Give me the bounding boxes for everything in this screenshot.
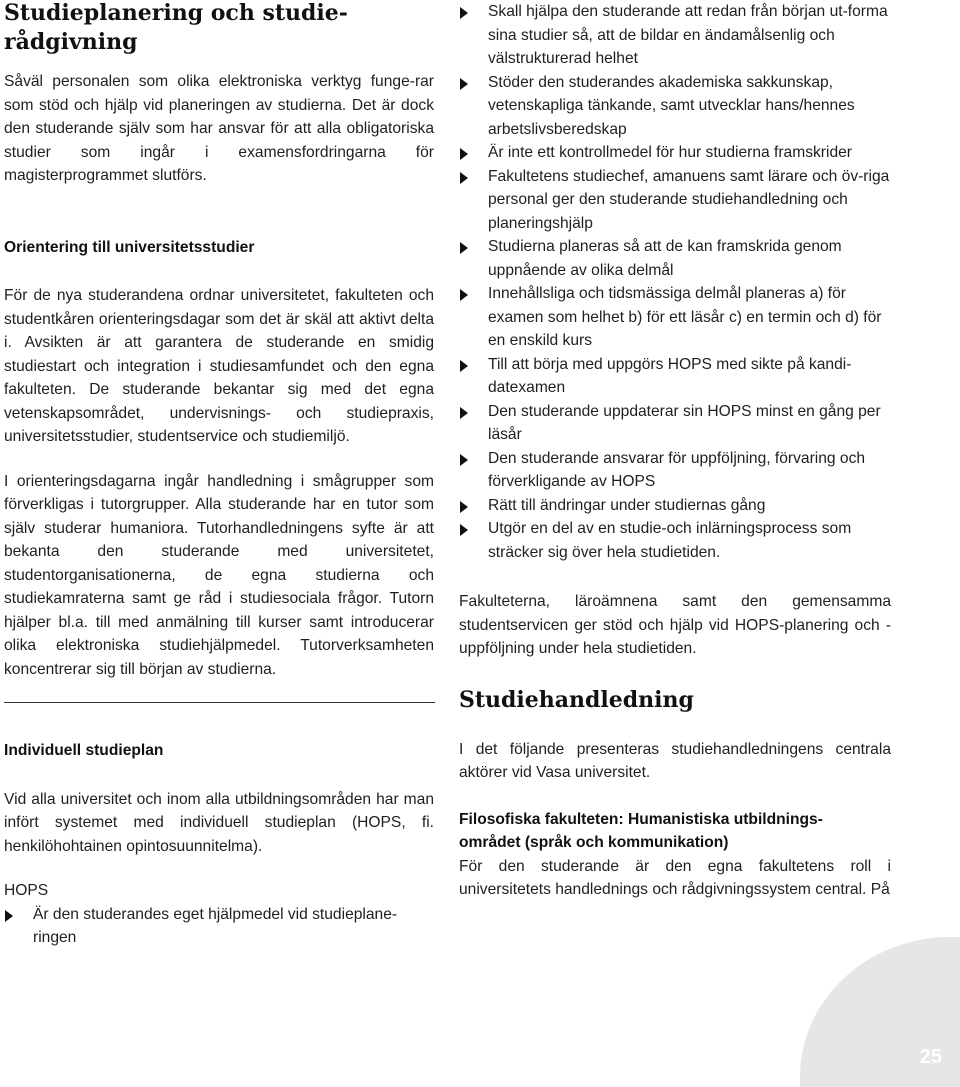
study-plan-paragraph: Vid alla universitet och inom alla utbildningsområden har man infört systemet med individuell studieplan (HOPS, fi. henkilöhohtainen opintosuunnitelma). (4, 790, 434, 855)
bullet-text: Stöder den studerandes akademiska sakkunskap, vetenskapliga tänkande, samt utvecklar hans/hennes arbetslivsberedskap (488, 73, 855, 138)
bullet-triangle-icon (460, 172, 468, 184)
section-title (4, 0, 434, 57)
bullet-triangle-icon (460, 524, 468, 536)
right-column (459, 0, 891, 902)
orientation-paragraph-2: I orienteringsdagarna ingår handledning i smågrupper som förverkligas i tutorgrupper. Alla studerande har en tutor som själv studerar humaniora. Tutorhandledningens syfte är att bekanta den studerande med universitetet, studentorganisationerna, de egna studierna och studiekamraterna samt ge råd i studiesociala frågor. Tutorn hjälper bl.a. till med anmälning till kurser samt introducerar olika elektroniska studiehjälpmedel. Tutorverksamheten koncentrerar sig till början av studierna. (4, 472, 434, 678)
bullet-item (459, 141, 891, 165)
bullet-text: Skall hjälpa den studerande att redan från början ut-forma sina studier så, att de bildar en ändamålsenlig och välstrukturerad helhet (488, 3, 888, 67)
bullet-triangle-icon (5, 910, 13, 922)
hops-label: HOPS (4, 882, 49, 899)
bullet-item (459, 353, 891, 400)
bullet-triangle-icon (460, 78, 468, 90)
bullet-text: Fakultetens studiechef, amanuens samt lärare och öv-riga personal ger den studerande studiehandledning och planeringshjälp (488, 167, 890, 232)
faculties-paragraph: Fakulteterna, läroämnena samt den gemensamma studentservicen ger stöd och hjälp vid HOPS-planering och -uppföljning under hela studietiden. (459, 593, 891, 657)
bullet-text: Till att börja med uppgörs HOPS med sikte på kandi-datexamen (488, 355, 852, 396)
bullet-item (459, 400, 891, 447)
bullet-text: Är inte ett kontrollmedel för hur studierna framskrider (488, 144, 853, 161)
bullet-item (459, 0, 891, 71)
bullet-text: Innehållsliga och tidsmässiga delmål planeras a) för examen som helhet b) för ett läsår c) en termin och d) för en enskild kurs (488, 285, 882, 349)
bullet-item (459, 517, 891, 564)
bullet-item (459, 494, 891, 518)
bullet-text: Studierna planeras så att de kan framskrida genom uppnående av olika delmål (488, 238, 842, 279)
bullet-item (459, 282, 891, 353)
bullet-triangle-icon (460, 289, 468, 301)
orientation-paragraph-1: För de nya studerandena ordnar universitetet, fakulteten och studentkåren orienteringsdagar som det är skäl att aktivt delta i. Avsikten är att garantera de studerande en smidig studiestart och integration i studiesamfundet och den egna fakulteten. De studerande bekantar sig med det egna vetenskapsområdet, undervisnings- och studiepraxis, universitetsstudier, studentservice och studiemiljö. (4, 287, 434, 445)
bullet-text: Är den studerandes eget hjälpmedel vid studieplane-ringen (33, 905, 398, 946)
title-line-2: rådgivning (4, 29, 138, 55)
filosofiska-paragraph: För den studerande är den egna fakultetens roll i universitetets handlednings och rådgivningssystem central. På (459, 857, 891, 898)
study-plan-heading: Individuell studieplan (4, 742, 164, 759)
bullet-item (459, 447, 891, 494)
left-column (4, 0, 434, 950)
bullet-triangle-icon (460, 360, 468, 372)
bullet-text: Rätt till ändringar under studiernas gång (488, 496, 766, 514)
filosofiska-heading (459, 808, 891, 855)
title-line-1: Studieplanering och studie- (4, 0, 348, 26)
intro-paragraph: Såväl personalen som olika elektroniska verktyg funge-rar som stöd och hjälp vid planeringen av studierna. Det är dock den studerande själv som har ansvar för att alla obligatoriska studier som ingår i examensfordringarna för magisterprogrammet slutförs. (4, 73, 434, 184)
bullet-triangle-icon (460, 148, 468, 160)
bullet-text: Den studerande uppdaterar sin HOPS minst en gång per läsår (488, 402, 881, 443)
handledning-paragraph: I det följande presenteras studiehandledningens centrala aktörer vid Vasa universitet. (459, 740, 891, 781)
section-divider (4, 702, 435, 703)
bullet-text: Utgör en del av en studie-och inlärningsprocess som sträcker sig över hela studietiden. (488, 520, 852, 561)
bullet-item (459, 165, 891, 236)
filosofiska-heading-line-2: området (språk och kommunikation) (459, 834, 729, 851)
bullet-triangle-icon (460, 501, 468, 513)
bullet-triangle-icon (460, 407, 468, 419)
bullet-item (459, 235, 891, 282)
bullet-item (4, 903, 434, 950)
bullet-triangle-icon (460, 454, 468, 466)
orientation-heading: Orientering till universitetsstudier (4, 238, 255, 256)
bullet-text: Den studerande ansvarar för uppföljning, förvaring och förverkligande av HOPS (488, 449, 866, 490)
handledning-title: Studiehandledning (459, 686, 694, 713)
filosofiska-heading-line-1: Filosofiska fakulteten: Humanistiska utbildnings- (459, 810, 823, 828)
bullet-triangle-icon (460, 7, 468, 19)
bullet-item (459, 71, 891, 142)
page-number: 25 (919, 1045, 942, 1068)
bullet-triangle-icon (460, 242, 468, 254)
